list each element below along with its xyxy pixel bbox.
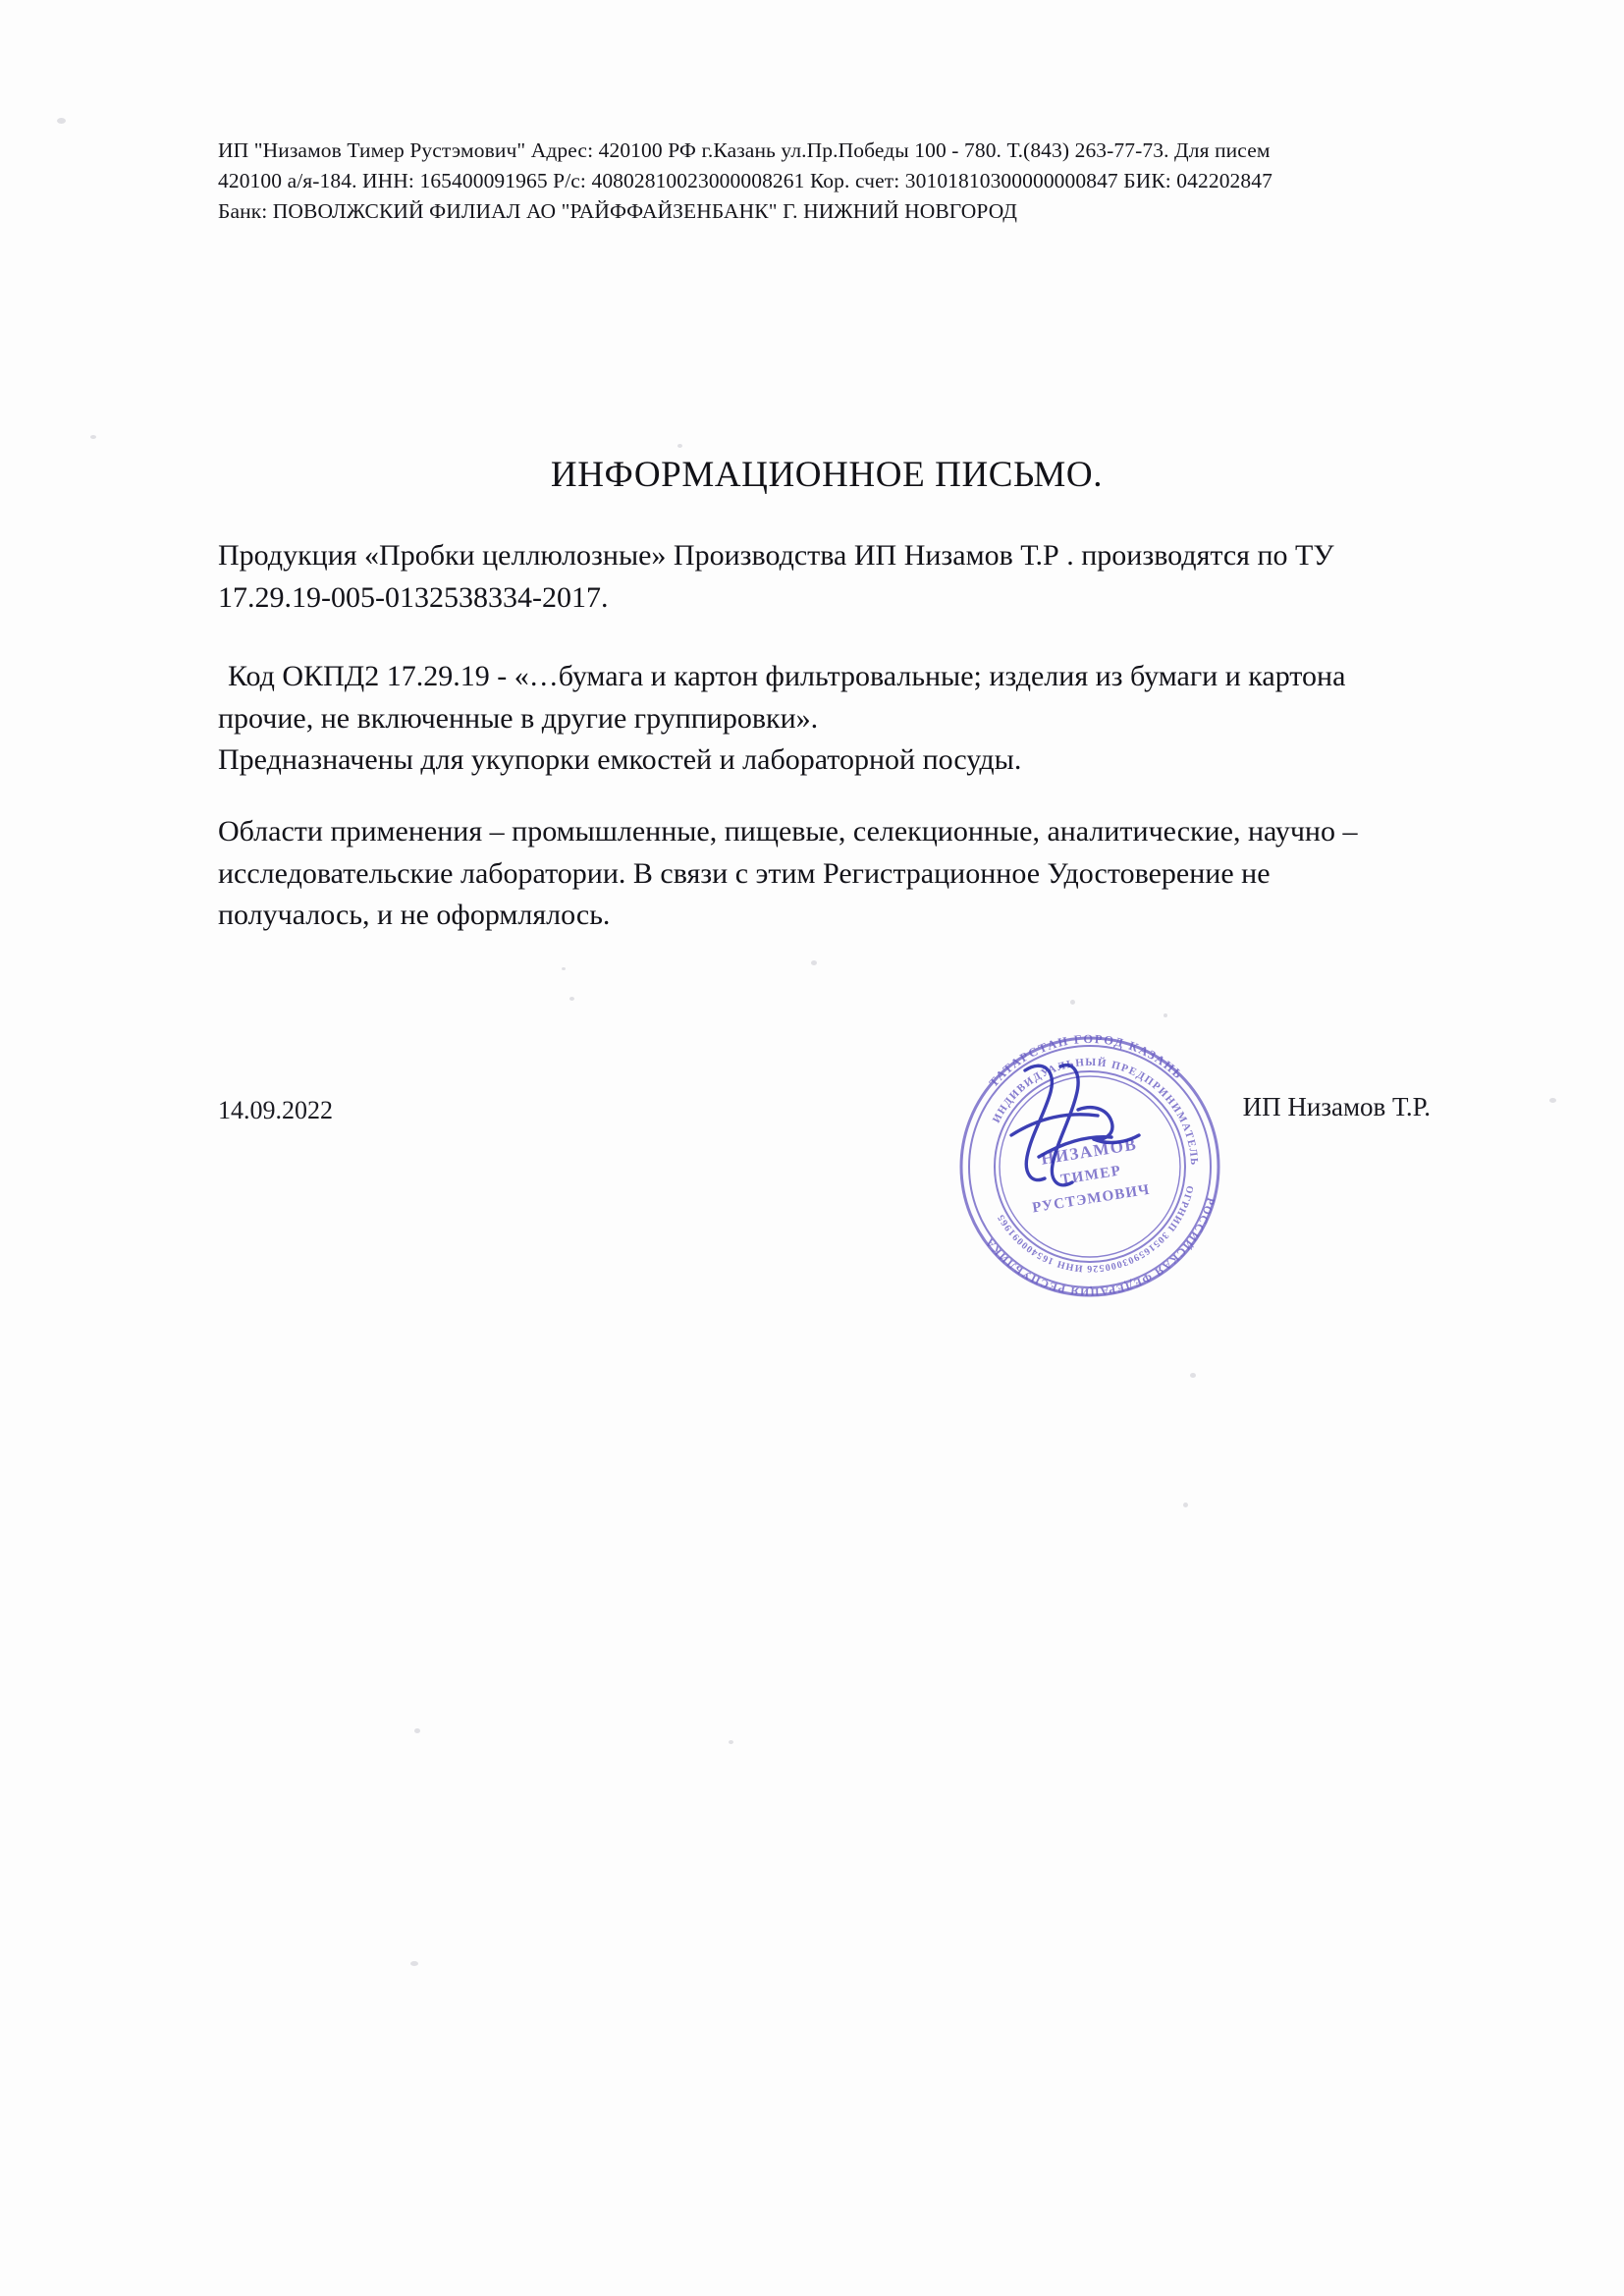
signature-date: 14.09.2022 bbox=[218, 1096, 333, 1124]
scan-speck bbox=[410, 1961, 418, 1966]
scan-speck bbox=[569, 997, 574, 1001]
svg-text:НИЗАМОВ: НИЗАМОВ bbox=[1039, 1134, 1139, 1169]
scan-speck bbox=[729, 1740, 733, 1744]
paragraph-okpd-line-1: Код ОКПД2 17.29.19 - «…бумага и картон фильтровальные; изделия из бумаги и картона bbox=[228, 660, 1346, 692]
scan-speck bbox=[1070, 1000, 1075, 1005]
scan-speck bbox=[414, 1728, 420, 1733]
paragraph-okpd-line-2: прочие, не включенные в другие группировки». bbox=[218, 701, 819, 735]
scan-speck bbox=[562, 967, 566, 970]
paragraph-product-line-1: Продукция «Пробки целлюлозные» Производства ИП Низамов Т.Р . производятся по ТУ bbox=[218, 539, 1334, 572]
scan-speck bbox=[1190, 1373, 1196, 1378]
handwritten-signature bbox=[992, 1041, 1208, 1237]
scan-speck bbox=[1183, 1503, 1188, 1507]
scan-speck bbox=[57, 118, 66, 124]
paragraph-application-line-3: получалось, и не оформлялось. bbox=[218, 899, 611, 932]
svg-text:ТАТАРСТАН ГОРОД КАЗАНЬ: ТАТАРСТАН ГОРОД КАЗАНЬ bbox=[986, 1031, 1186, 1090]
signer-name: ИП Низамов Т.Р. bbox=[1242, 1092, 1431, 1121]
letterhead bbox=[218, 136, 1445, 228]
paragraph-application-line-2: исследовательские лаборатории. В связи с этим Регистрационное Удостоверение не bbox=[218, 856, 1271, 890]
page-title bbox=[0, 454, 1624, 496]
paragraph-application-line-1: Области применения – промышленные, пищевые, селекционные, аналитические, научно – bbox=[218, 815, 1358, 847]
letterhead-line-1: ИП "Низамов Тимер Рустэмович" Адрес: 420100 РФ г.Казань ул.Пр.Победы 100 - 780. Т.(843) 263-77-73. Для писем bbox=[218, 138, 1271, 162]
svg-text:ОГРНИП 305165903000526 ИНН 165: ОГРНИП 305165903000526 ИНН 165400091965 bbox=[995, 1184, 1196, 1274]
scan-speck bbox=[811, 960, 817, 965]
svg-text:ИНДИВИДУАЛЬНЫЙ ПРЕДПРИНИМАТЕЛЬ: ИНДИВИДУАЛЬНЫЙ ПРЕДПРИНИМАТЕЛЬ bbox=[990, 1056, 1201, 1167]
scan-speck bbox=[677, 444, 682, 448]
paragraph-product bbox=[218, 535, 1445, 619]
scan-speck bbox=[1164, 1013, 1167, 1017]
paragraph-product-line-2: 17.29.19-005-0132538334-2017. bbox=[218, 580, 609, 614]
svg-text:РУСТЭМОВИЧ: РУСТЭМОВИЧ bbox=[1031, 1181, 1152, 1217]
svg-text:РОССИЙСКАЯ ФЕДЕРАЦИЯ РЕСПУБЛИК: РОССИЙСКАЯ ФЕДЕРАЦИЯ РЕСПУБЛИКА bbox=[983, 1196, 1217, 1298]
scan-speck bbox=[1549, 1098, 1556, 1103]
svg-text:ТИМЕР: ТИМЕР bbox=[1059, 1163, 1123, 1188]
paragraph-okpd-line-3: Предназначены для укупорки емкостей и лабораторной посуды. bbox=[218, 743, 1022, 777]
page-title-text: ИНФОРМАЦИОННОЕ ПИСЬМО. bbox=[550, 455, 1104, 495]
letterhead-line-3: Банк: ПОВОЛЖСКИЙ ФИЛИАЛ АО "РАЙФФАЙЗЕНБАНК" Г. НИЖНИЙ НОВГОРОД bbox=[218, 199, 1018, 224]
company-stamp bbox=[943, 1019, 1237, 1314]
scan-speck bbox=[90, 435, 96, 439]
paragraph-application bbox=[218, 811, 1445, 937]
signature-block bbox=[218, 1088, 1445, 1137]
paragraph-okpd bbox=[218, 656, 1445, 782]
letterhead-line-2: 420100 а/я-184. ИНН: 165400091965 Р/с: 40802810023000008261 Кор. счет: 30101810300000000847 БИК: 042202847 bbox=[218, 169, 1272, 193]
